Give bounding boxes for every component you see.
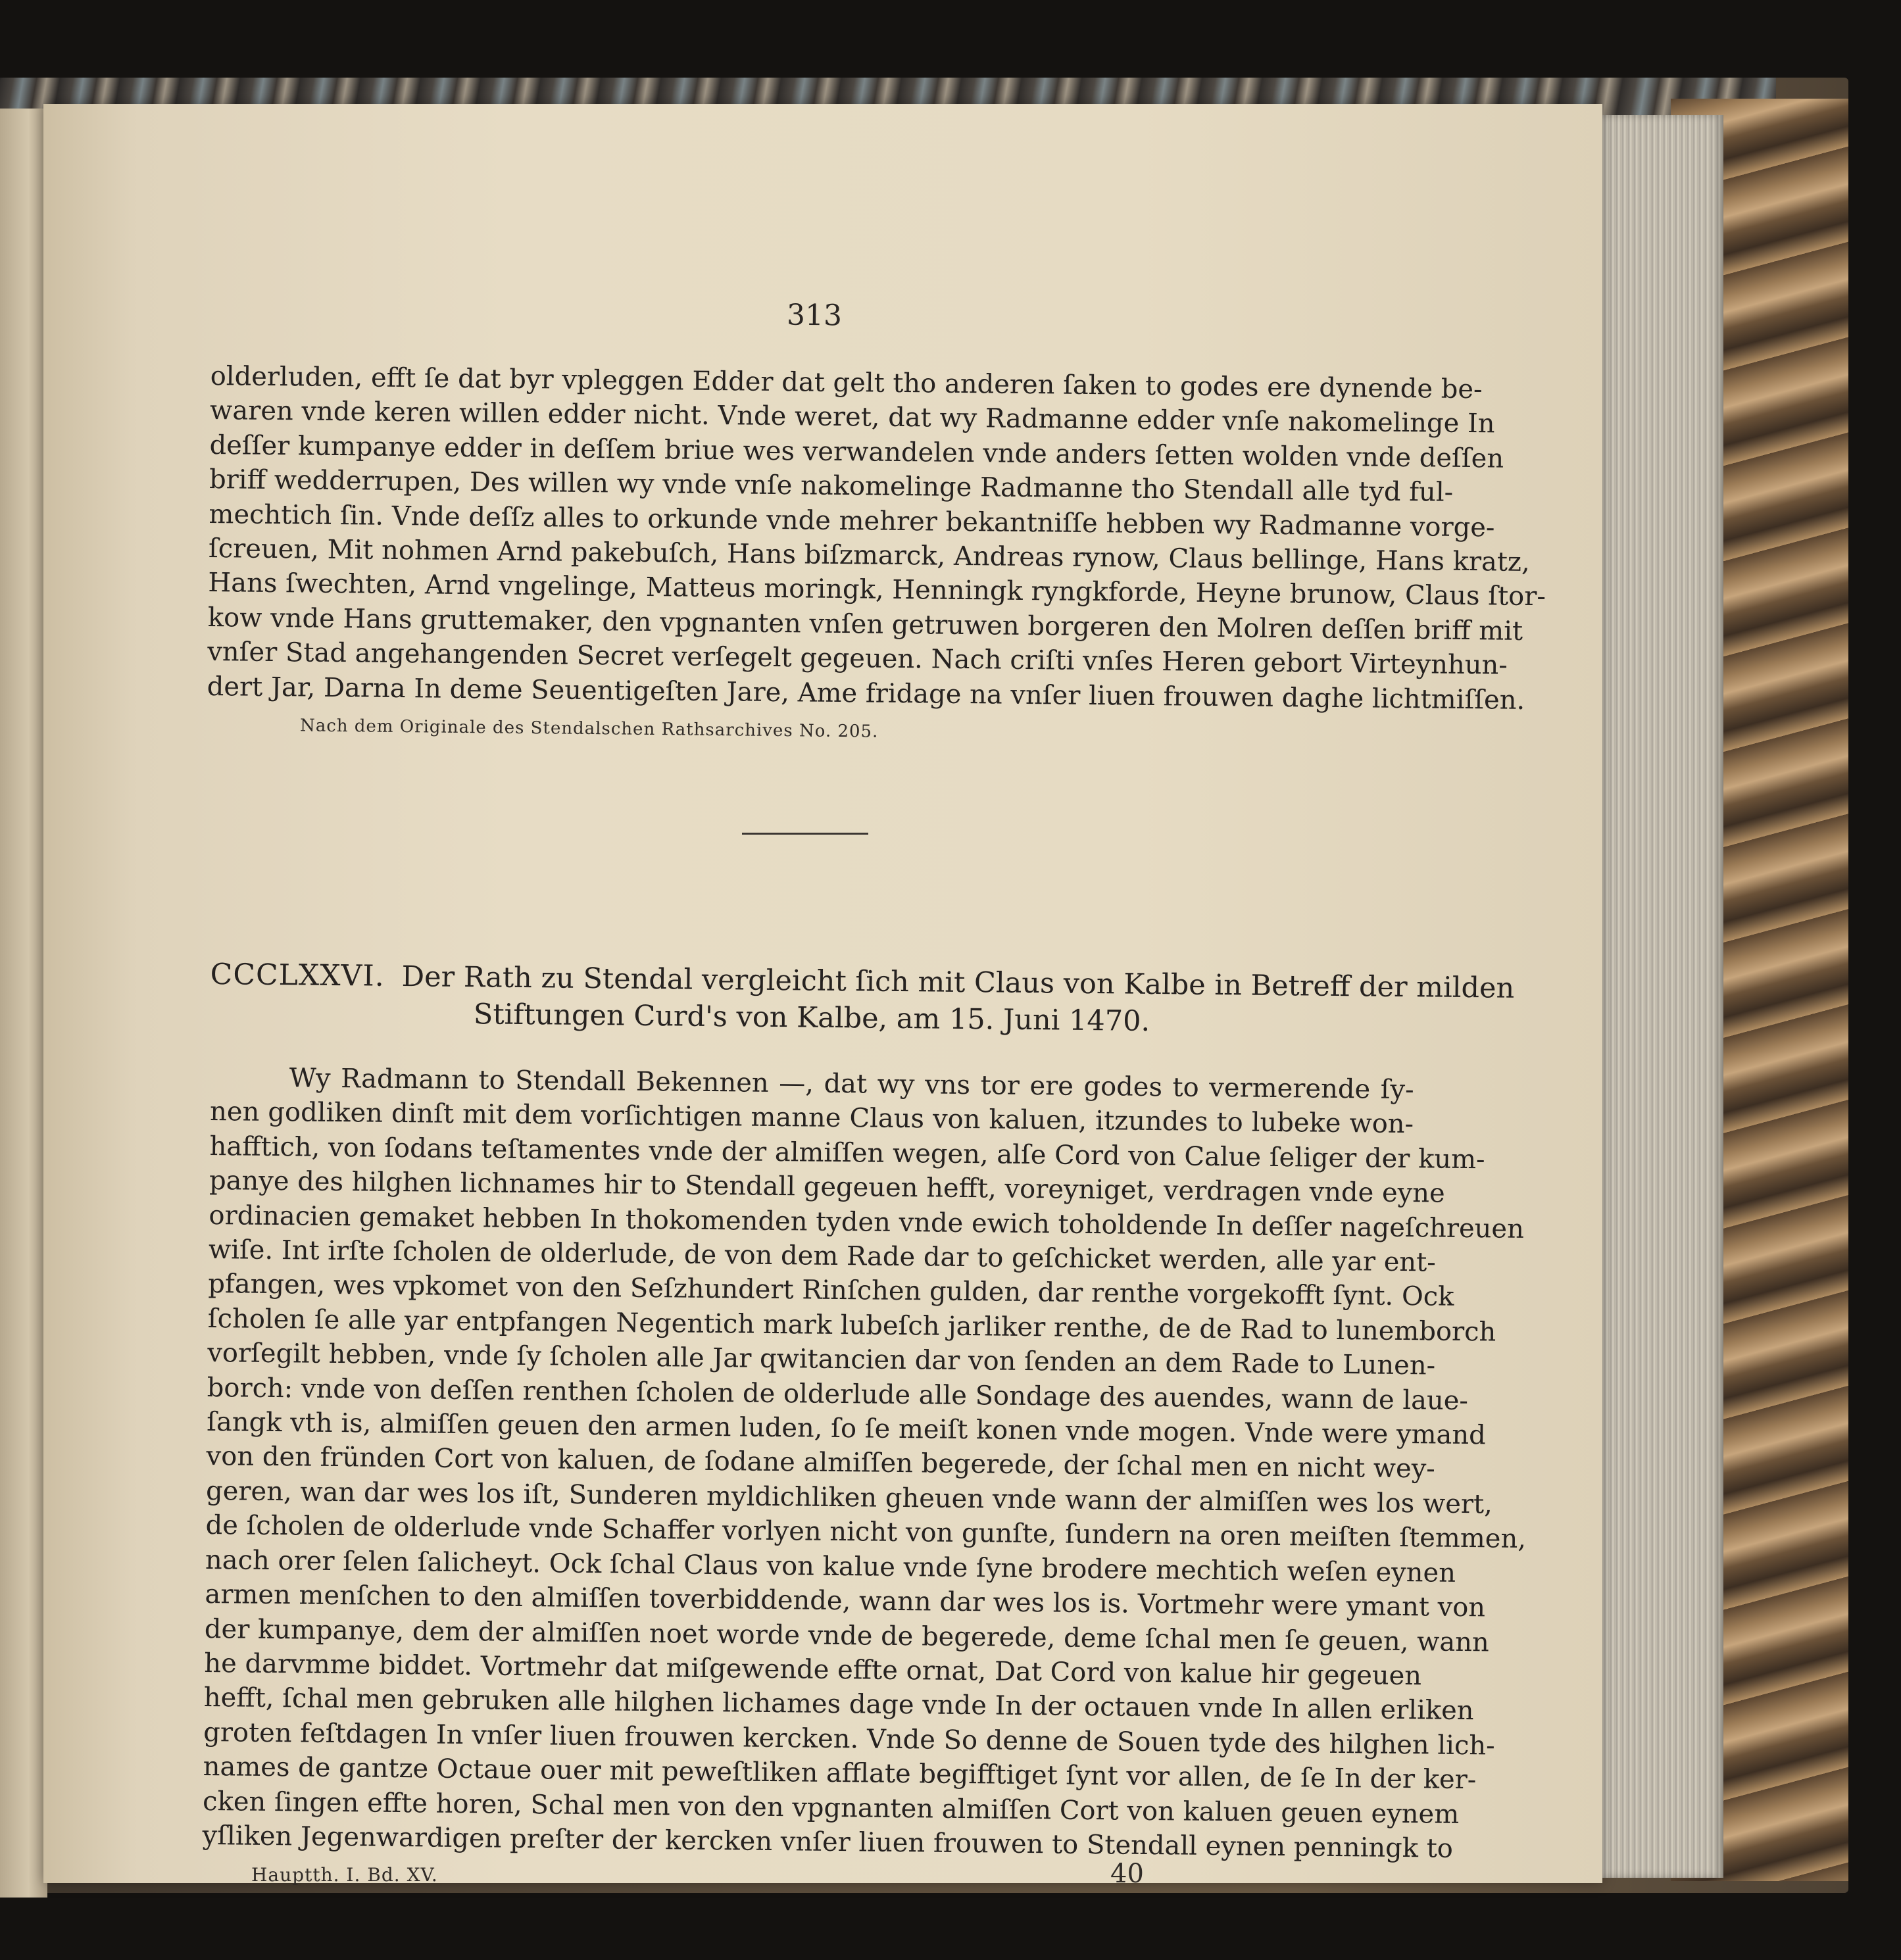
text-line: Hans ſwechten, Arnd vngelinge, Matteus moringk, Henningk ryngkforde, Heyne brunow, Claus ſtor-	[208, 568, 1546, 612]
text-line: de ſcholen de olderlude vnde Schaffer vorlyen nicht von gunſte, ſundern na oren meiſten ſtemmen,	[205, 1510, 1527, 1555]
document-numeral: CCCLXXVI.	[210, 957, 385, 993]
page-stack-edges	[1585, 115, 1723, 1878]
text-line: geren, wan dar wes los iſt, Sunderen myldichliken gheuen vnde wann der almiſſen wes los wert,	[205, 1475, 1493, 1520]
text-line: names de gantze Octaue ouer mit peweſtliken afflate begifftiget ſynt vor allen, de ſe In der ker-	[203, 1752, 1477, 1796]
text-line: vnſer Stad angehangenden Secret verſegelt gegeuen. Nach criſti vnſes Heren gebort Virteynhun-	[207, 637, 1508, 681]
heading-line-2: Stiftungen Curd's von Kalbe, am 15. Juni 1470.	[473, 998, 1150, 1038]
text-line: olderluden, efft ſe dat byr vpleggen Edder dat gelt tho anderen ſaken to godes ere dynende be-	[210, 360, 1483, 405]
text-line: panye des hilghen lichnames hir to Stendall gegeuen hefft, voreyniget, verdragen vnde eyne	[209, 1165, 1445, 1209]
text-line: vorſegilt hebben, vnde ſy ſcholen alle Jar qwitancien dar von ſenden an dem Rade to Lunen-	[207, 1338, 1436, 1381]
source-note: Nach dem Originale des Stendalschen Rathsarchives No. 205.	[299, 716, 879, 742]
text-line: nen godliken dinſt mit dem vorſichtigen manne Claus von kaluen, itzundes to lubeke won-	[209, 1096, 1414, 1140]
text-line: he darvmme biddet. Vortmehr dat miſgewende effte ornat, Dat Cord von kalue hir gegeuen	[204, 1648, 1422, 1692]
text-line: ordinacien gemaket hebben In thokomenden tyden vnde ewich toholdende In deſſer nageſchreuen	[209, 1200, 1525, 1244]
text-line: kow vnde Hans gruttemaker, den vpgnanten vnſen getruwen borgeren den Molren deſſen briff mit	[207, 602, 1523, 647]
left-page-edge	[0, 109, 47, 1898]
text-line: pfangen, wes vpkomet von den Seſzhundert Rinſchen gulden, dar renthe vorgekofft ſynt. Ock	[208, 1269, 1454, 1313]
text-line: ſangk vth is, almiſſen geuen den armen luden, ſo ſe meiſt konen vnde mogen. Vnde were ymand	[206, 1407, 1487, 1451]
text-line: briff wedderrupen, Des willen wy vnde vnſe nakomelinge Radmanne tho Stendall alle tyd ful-	[209, 464, 1454, 508]
text-line: hefft, ſchal men gebruken alle hilghen lichames dage vnde In der octauen vnde In allen erliken	[203, 1682, 1474, 1727]
text-line: cken ſingen effte horen, Schal men von den vpgnanten almiſſen Cort von kaluen geuen eynem	[202, 1786, 1460, 1830]
text-line: hafftich, von ſodans teſtamentes vnde der almiſſen wegen, alſe Cord von Calue ſeliger der kum-	[209, 1131, 1485, 1175]
heading-line-1: Der Rath zu Stendal vergleicht ſich mit Claus von Kalbe in Betreff der milden	[401, 960, 1515, 1005]
body-paragraph	[202, 1060, 1527, 1865]
top-paragraph	[207, 359, 1546, 716]
text-line: Wy Radmann to Stendall Bekennen —, dat wy vns tor ere godes to vermerende ſy-	[289, 1063, 1414, 1106]
text-line: borch: vnde von deſſen renthen ſcholen de olderlude alle Sondage des auendes, wann de laue-	[207, 1372, 1469, 1416]
text-line: der kumpanye, dem der almiſſen noet worde vnde de begerede, deme ſchal men ſe geuen, wann	[204, 1613, 1490, 1657]
text-line: nach orer ſelen ſalicheyt. Ock ſchal Claus von kalue vnde ſyne brodere mechtich weſen eynen	[205, 1544, 1456, 1588]
text-line: waren vnde keren willen edder nicht. Vnde weret, dat wy Radmanne edder vnſe nakomelinge In	[209, 395, 1495, 439]
document-heading	[210, 956, 1515, 1042]
sheet-signature: Hauptth. I. Bd. XV.	[251, 1864, 438, 1886]
text-line: ſcholen ſe alle yar entpfangen Negentich mark lubeſch jarliker renthe, de de Rad to lunemborch	[207, 1303, 1496, 1348]
section-divider	[742, 833, 868, 835]
text-line: mechtich ſin. Vnde deſſz alles to orkunde vnde mehrer bekantniſſe hebben wy Radmanne vorge-	[209, 499, 1495, 543]
text-line: ſcreuen, Mit nohmen Arnd pakebuſch, Hans biſzmarck, Andreas rynow, Claus bellinge, Hans kratz,	[208, 533, 1530, 578]
book-page	[43, 104, 1602, 1889]
sheet-number: 40	[1110, 1859, 1144, 1889]
text-line: von den fründen Cort von kaluen, de ſodane almiſſen begerede, der ſchal men en nicht wey-	[206, 1441, 1436, 1484]
text-line: wiſe. Int irſte ſcholen de olderlude, de von dem Rade dar to geſchicket werden, alle yar ent-	[208, 1235, 1436, 1278]
text-line: deſſer kumpanye edder in deſſem briue wes verwandelen vnde anders ſetten wolden vnde deſſen	[209, 429, 1504, 474]
page-number: 313	[786, 298, 843, 333]
text-line: dert Jar, Darna In deme Seuentigeſten Jare, Ame fridage na vnſer liuen frouwen daghe lichtmiſſen.	[207, 671, 1525, 716]
text-line: armen menſchen to den almiſſen toverbiddende, wann dar wes los is. Vortmehr were ymant von	[205, 1579, 1486, 1623]
text-line: groten feſtdagen In vnſer liuen frouwen kercken. Vnde So denne de Souen tyde des hilghen lich-	[203, 1717, 1495, 1761]
text-line: yſliken Jegenwardigen preſter der kercken vnſer liuen frouwen to Stendall eynen penningk to	[202, 1820, 1454, 1864]
